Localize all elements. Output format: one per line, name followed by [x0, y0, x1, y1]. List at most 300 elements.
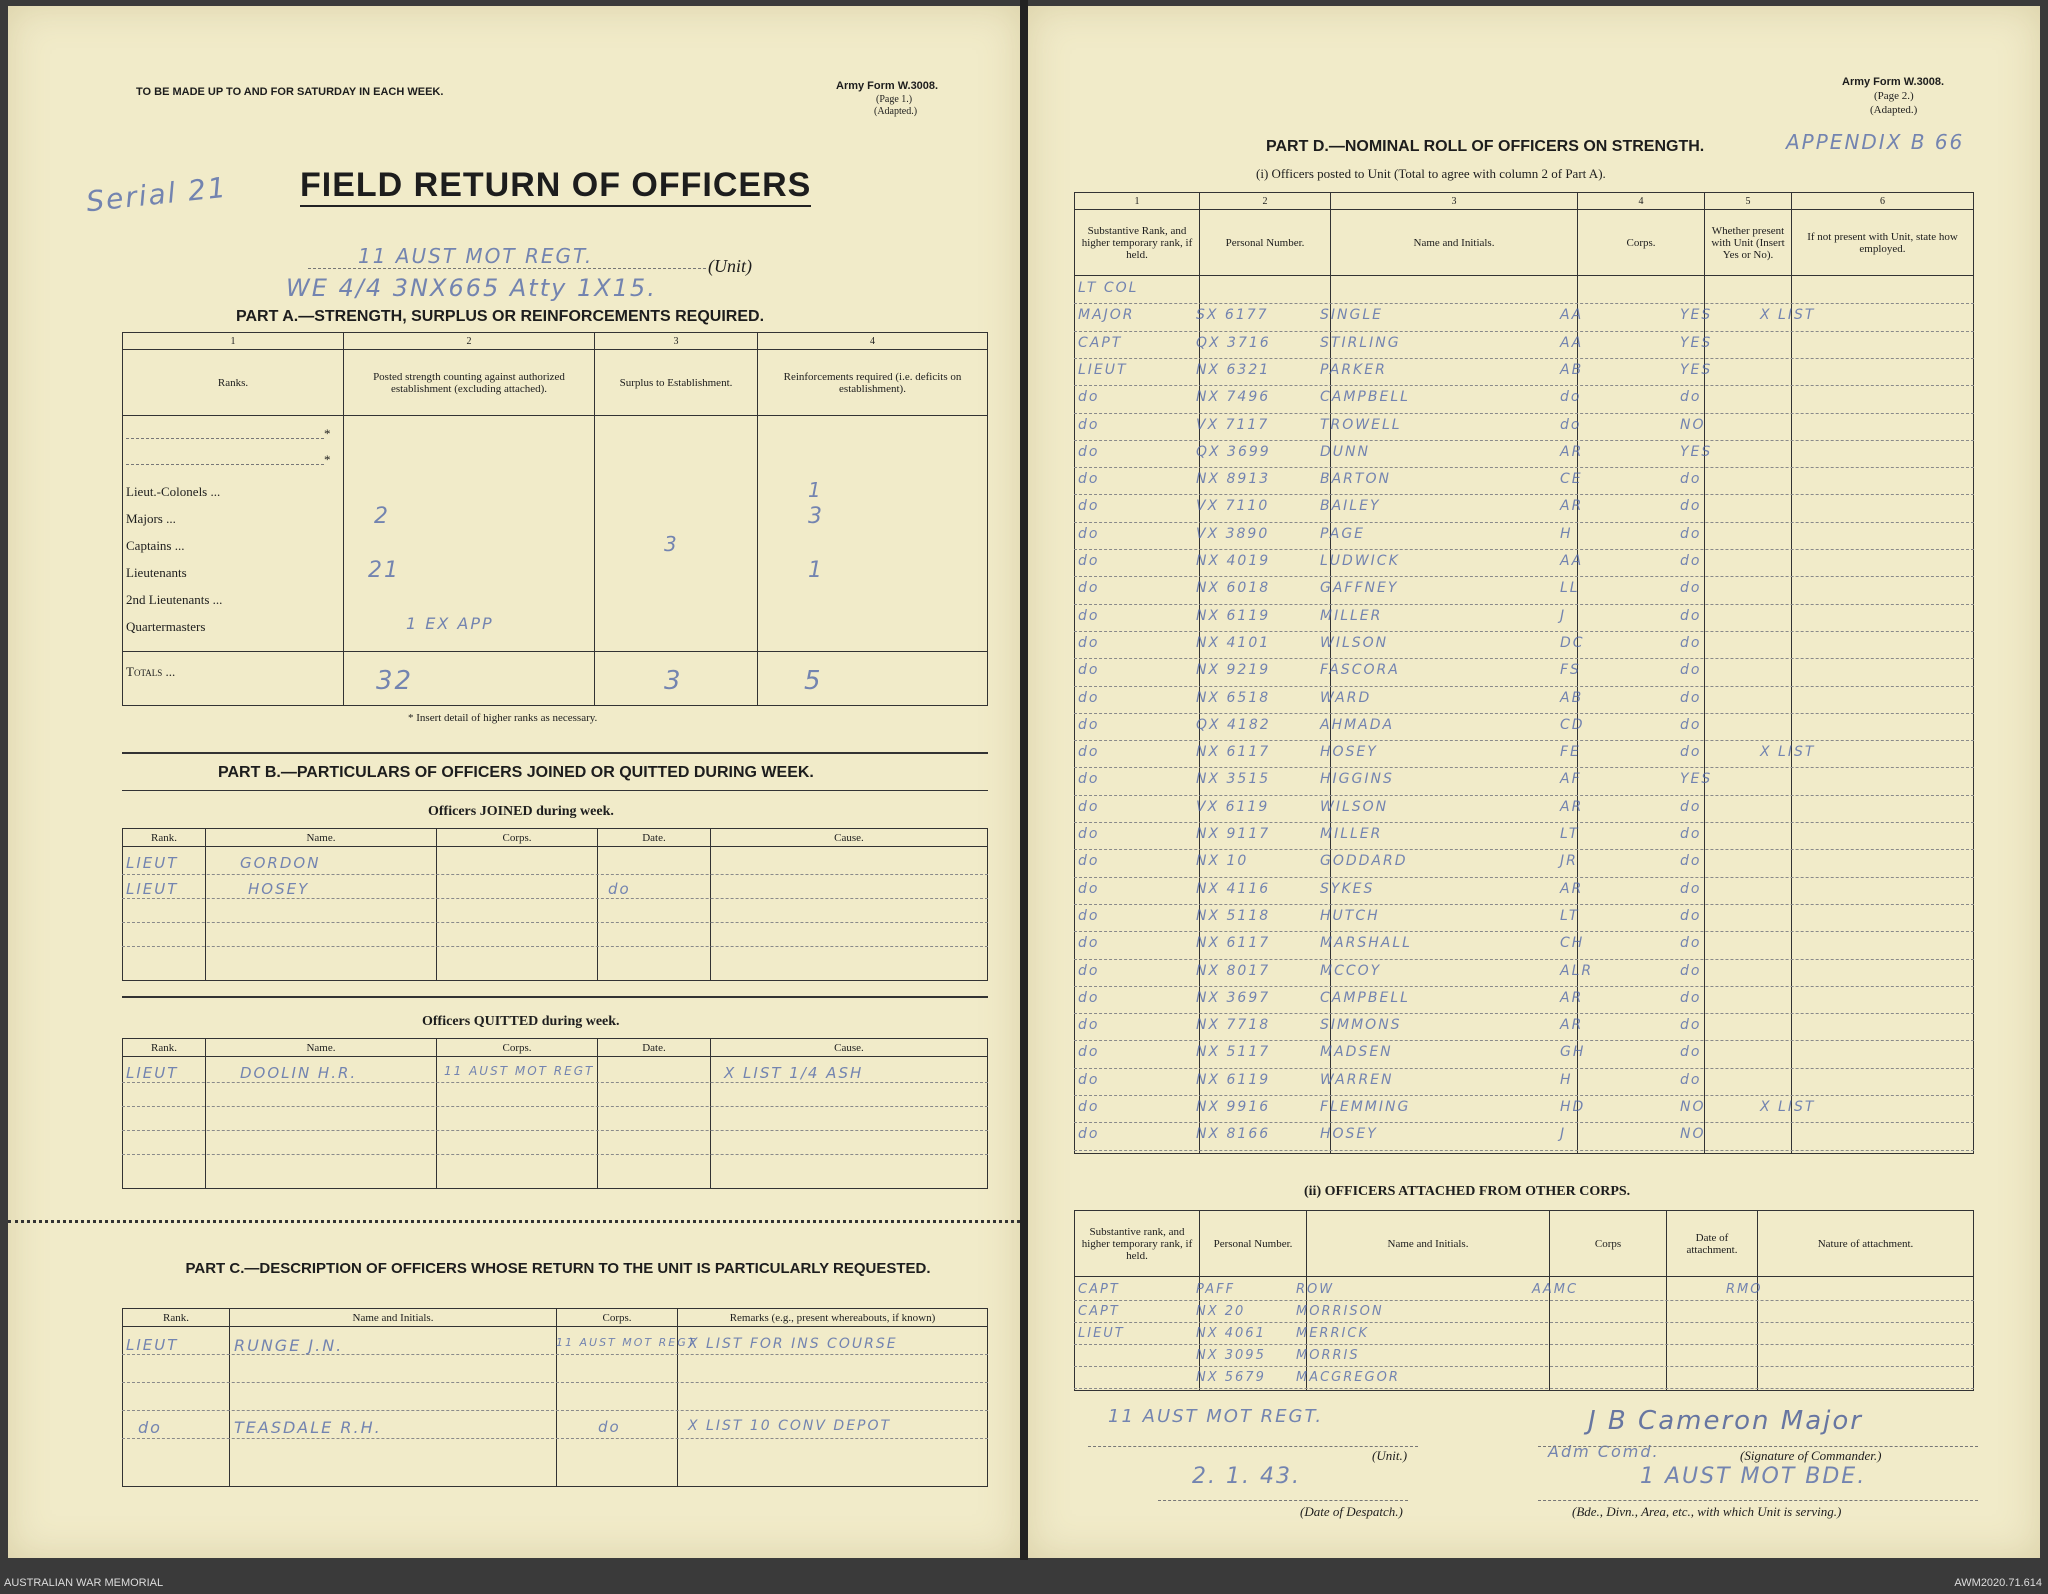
- roll-cell: do: [1078, 1071, 1100, 1088]
- roll-cell: do: [1078, 826, 1100, 842]
- part-c-heading: PART C.—DESCRIPTION OF OFFICERS WHOSE RETURN TO THE UNIT IS PARTICULARLY REQUESTED.: [185, 1260, 931, 1277]
- roll-cell: YES: [1680, 307, 1713, 324]
- part-c-col-name: Name and Initials.: [230, 1309, 557, 1327]
- roll-cell: do: [1680, 634, 1702, 651]
- part-a-footnote: * Insert detail of higher ranks as necessary.: [408, 712, 598, 724]
- roll-cell: do: [1078, 1099, 1100, 1115]
- joined-row-2-name: HOSEY: [248, 880, 310, 898]
- appendix-handwritten: APPENDIX B 66: [1786, 130, 1965, 154]
- attached-header-nature: Nature of attachment.: [1758, 1211, 1974, 1277]
- roll-cell: WILSON: [1320, 634, 1389, 651]
- roll-cell: YES: [1680, 361, 1713, 378]
- roll-cell: CE: [1560, 471, 1583, 488]
- roll-row-line: [1074, 331, 1974, 332]
- binding-gutter: [1020, 0, 1028, 1560]
- attached-header-date: Date of attachment.: [1667, 1211, 1758, 1277]
- roll-cell: X LIST: [1760, 744, 1816, 761]
- joined-row-1-rank: LIEUT: [126, 854, 179, 872]
- roll-cell: do: [1078, 389, 1100, 406]
- roll-cell: X LIST: [1760, 307, 1816, 324]
- roll-cell: do: [1078, 525, 1100, 542]
- posted-heading: (i) Officers posted to Unit (Total to agree with column 2 of Part A).: [1256, 166, 1606, 181]
- attached-cell: NX 3095: [1196, 1348, 1266, 1363]
- roll-cell: NX 8017: [1196, 962, 1271, 979]
- unit-label: (Unit): [708, 256, 752, 276]
- roll-cell: LIEUT: [1078, 361, 1128, 378]
- part-a-quartermasters-posted: 1 EX APP: [406, 614, 494, 633]
- roll-cell: do: [1680, 498, 1702, 515]
- roll-row-line: [1074, 795, 1974, 796]
- roll-cell: do: [1680, 798, 1702, 815]
- roll-row-line: [1074, 686, 1974, 687]
- rank-quartermasters: Quartermasters: [126, 619, 206, 634]
- roll-cell: YES: [1680, 334, 1713, 351]
- part-a-lieutenants-posted: 21: [368, 558, 400, 583]
- we-handwritten: WE 4/4 3NX665 Atty 1X15.: [286, 274, 657, 302]
- joined-row-2-date: do: [608, 880, 631, 898]
- roll-cell: QX 3716: [1196, 334, 1271, 351]
- roll-cell: do: [1680, 853, 1702, 870]
- roll-cell: NX 7496: [1196, 389, 1271, 406]
- roll-cell: NX 8166: [1196, 1126, 1271, 1143]
- roll-cell: AB: [1560, 689, 1584, 706]
- attached-cell: CAPT: [1078, 1304, 1120, 1319]
- roll-row-line: [1074, 740, 1974, 741]
- part-a-header-posted: Posted strength counting against authorized establishment (excluding attached).: [344, 350, 595, 416]
- quitted-row-1-name: DOOLIN H.R.: [240, 1064, 358, 1082]
- roll-cell: NX 9916: [1196, 1099, 1271, 1115]
- quitted-table: [122, 1038, 988, 1189]
- roll-cell: CH: [1560, 935, 1585, 952]
- roll-cell: FS: [1560, 662, 1581, 679]
- part-a-table: [122, 332, 988, 706]
- part-c-col-corps: Corps.: [557, 1309, 678, 1327]
- attached-header-name: Name and Initials.: [1307, 1211, 1550, 1277]
- roll-row-line: [1074, 713, 1974, 714]
- roll-cell: NX 3697: [1196, 989, 1271, 1006]
- part-a-header-reinforcements: Reinforcements required (i.e. deficits on establishment).: [758, 350, 988, 416]
- roll-cell: do: [1680, 580, 1702, 597]
- roll-cell: do: [1078, 416, 1100, 433]
- attached-cell: NX 20: [1196, 1304, 1246, 1319]
- roll-cell: AHMADA: [1320, 716, 1395, 733]
- roll-row-line: [1074, 959, 1974, 960]
- attached-cell: AAMC: [1532, 1282, 1579, 1297]
- roll-col-num-2: 2: [1200, 193, 1331, 210]
- roll-cell: QX 4182: [1196, 716, 1271, 733]
- roll-cell: do: [1078, 744, 1100, 761]
- quitted-row-1-rank: LIEUT: [126, 1064, 179, 1082]
- roll-cell: VX 6119: [1196, 798, 1270, 815]
- roll-cell: do: [1078, 962, 1100, 979]
- joined-col-date: Date.: [598, 829, 711, 847]
- roll-cell: do: [1680, 607, 1702, 624]
- attached-cell: MACGREGOR: [1296, 1370, 1400, 1385]
- roll-row-line: [1074, 877, 1974, 878]
- part-a-lieutenants-reinf: 1: [808, 558, 824, 583]
- roll-header-corps: Corps.: [1578, 210, 1705, 276]
- joined-col-rank: Rank.: [123, 829, 206, 847]
- roll-cell: do: [1078, 498, 1100, 515]
- attached-row-line: [1074, 1322, 1974, 1323]
- roll-cell: SINGLE: [1320, 307, 1383, 324]
- roll-cell: NX 3515: [1196, 771, 1271, 788]
- roll-cell: do: [1078, 880, 1100, 897]
- attached-heading: (ii) OFFICERS ATTACHED FROM OTHER CORPS.: [1304, 1184, 1631, 1199]
- roll-cell: AR: [1560, 443, 1584, 460]
- roll-row-line: [1074, 986, 1974, 987]
- roll-col-num-4: 4: [1578, 193, 1705, 210]
- part-a-majors-reinf: 3: [808, 504, 824, 529]
- roll-cell: do: [1078, 634, 1100, 651]
- date-handwritten: 2. 1. 43.: [1192, 1464, 1301, 1489]
- rank-captains: Captains ...: [126, 538, 185, 553]
- archive-footer: [0, 1574, 2048, 1594]
- roll-row-line: [1074, 549, 1974, 550]
- bde-label: (Bde., Divn., Area, etc., with which Unit is serving.): [1572, 1504, 1842, 1519]
- roll-row-line: [1074, 1068, 1974, 1069]
- rank-2nd-lieutenants: 2nd Lieutenants ...: [126, 592, 223, 607]
- part-c-row-1-rank: LIEUT: [126, 1336, 179, 1354]
- part-a-totals-reinf: 5: [804, 666, 823, 696]
- roll-row-line: [1074, 522, 1974, 523]
- roll-cell: do: [1680, 689, 1702, 706]
- roll-cell: AR: [1560, 1017, 1584, 1034]
- roll-cell: NO: [1680, 416, 1706, 433]
- roll-row-line: [1074, 1095, 1974, 1096]
- roll-cell: HIGGINS: [1320, 771, 1394, 788]
- roll-cell: NX 10: [1196, 853, 1249, 870]
- roll-cell: MARSHALL: [1320, 935, 1412, 952]
- roll-cell: TROWELL: [1320, 416, 1402, 433]
- attached-cell: NX 4061: [1196, 1326, 1266, 1341]
- roll-cell: JR: [1560, 853, 1578, 870]
- quitted-row-1-cause: X LIST 1/4 ASH: [724, 1064, 864, 1082]
- roll-cell: CAPT: [1078, 334, 1123, 351]
- attached-row-line: [1074, 1366, 1974, 1367]
- part-c-row-1-name: RUNGE J.N.: [234, 1336, 344, 1355]
- roll-row-line: [1074, 1013, 1974, 1014]
- roll-header-employment: If not present with Unit, state how employed.: [1792, 210, 1974, 276]
- roll-cell: VX 3890: [1196, 525, 1270, 542]
- part-a-col-num-3: 3: [595, 333, 758, 350]
- quitted-col-corps: Corps.: [437, 1039, 598, 1057]
- quitted-heading: Officers QUITTED during week.: [422, 1014, 620, 1029]
- footer-accession: AWM2020.71.614: [1954, 1577, 2042, 1589]
- roll-row-line: [1074, 576, 1974, 577]
- roll-cell: H: [1560, 525, 1573, 542]
- roll-cell: NX 7718: [1196, 1017, 1271, 1034]
- roll-cell: J: [1560, 1126, 1567, 1143]
- part-c-col-rank: Rank.: [123, 1309, 230, 1327]
- part-a-heading: PART A.—STRENGTH, SURPLUS OR REINFORCEMENTS REQUIRED.: [236, 308, 765, 325]
- commander-signature: J B Cameron Major: [1588, 1406, 1863, 1436]
- attached-cell: ROW: [1296, 1282, 1335, 1297]
- roll-cell: do: [1560, 389, 1582, 406]
- part-c-col-remarks: Remarks (e.g., present whereabouts, if known): [678, 1309, 988, 1327]
- roll-cell: do: [1680, 662, 1702, 679]
- roll-row-line: [1074, 413, 1974, 414]
- adapted-label-p2: (Adapted.): [1870, 104, 1918, 116]
- part-a-totals-surplus: 3: [664, 666, 683, 696]
- roll-header-name: Name and Initials.: [1331, 210, 1578, 276]
- rank-lt-colonels: Lieut.-Colonels ...: [126, 484, 221, 499]
- roll-col-num-1: 1: [1075, 193, 1200, 210]
- roll-cell: NX 6117: [1196, 935, 1271, 952]
- roll-cell: WILSON: [1320, 798, 1389, 815]
- roll-cell: AR: [1560, 498, 1584, 515]
- roll-cell: NX 4019: [1196, 553, 1271, 569]
- roll-cell: NX 6321: [1196, 361, 1271, 378]
- roll-cell: do: [1680, 935, 1702, 952]
- roll-cell: LT: [1560, 907, 1580, 924]
- roll-cell: SYKES: [1320, 880, 1375, 897]
- part-c-row-2-rank: do: [138, 1418, 162, 1437]
- roll-cell: AA: [1560, 553, 1584, 569]
- roll-cell: LT: [1560, 826, 1580, 842]
- roll-cell: do: [1078, 798, 1100, 815]
- roll-cell: CAMPBELL: [1320, 989, 1410, 1006]
- roll-cell: MILLER: [1320, 607, 1383, 624]
- roll-cell: do: [1078, 607, 1100, 624]
- roll-cell: LL: [1560, 580, 1580, 597]
- rank-totals: Totals ...: [126, 664, 176, 679]
- roll-cell: H: [1560, 1071, 1573, 1088]
- attached-row-line: [1074, 1300, 1974, 1301]
- perforation-line: [8, 1220, 1020, 1223]
- roll-row-line: [1074, 1150, 1974, 1151]
- joined-col-cause: Cause.: [711, 829, 988, 847]
- roll-cell: DC: [1560, 634, 1585, 651]
- roll-cell: do: [1078, 662, 1100, 679]
- attached-cell: RMO: [1726, 1282, 1763, 1297]
- part-c-row-2-name: TEASDALE R.H.: [234, 1418, 382, 1437]
- part-b-heading: PART B.—PARTICULARS OF OFFICERS JOINED OR QUITTED DURING WEEK.: [218, 764, 814, 781]
- roll-row-line: [1074, 658, 1974, 659]
- part-a-captains-surplus: 3: [664, 532, 679, 556]
- roll-cell: NX 6018: [1196, 580, 1271, 597]
- roll-cell: WARD: [1320, 689, 1372, 706]
- roll-cell: NX 6518: [1196, 689, 1271, 706]
- attached-header-rank: Substantive rank, and higher temporary rank, if held.: [1075, 1211, 1200, 1277]
- roll-cell: do: [1680, 880, 1702, 897]
- roll-cell: AR: [1560, 880, 1584, 897]
- roll-cell: do: [1680, 989, 1702, 1006]
- attached-header-corps: Corps: [1550, 1211, 1667, 1277]
- roll-cell: do: [1680, 1044, 1702, 1061]
- unit-handwritten: 11 AUST MOT REGT.: [358, 244, 594, 268]
- roll-cell: GODDARD: [1320, 853, 1408, 870]
- roll-cell: ALR: [1560, 962, 1594, 979]
- attached-header-number: Personal Number.: [1200, 1211, 1307, 1277]
- roll-cell: YES: [1680, 771, 1713, 788]
- roll-cell: NX 8913: [1196, 471, 1271, 488]
- part-c-row-2-corps: do: [598, 1418, 621, 1436]
- roll-cell: do: [1078, 716, 1100, 733]
- handwritten-serial: Serial 21: [84, 170, 230, 219]
- roll-cell: GAFFNEY: [1320, 580, 1399, 597]
- part-a-col-num-2: 2: [344, 333, 595, 350]
- roll-cell: BAILEY: [1320, 498, 1381, 515]
- roll-row-line: [1074, 385, 1974, 386]
- roll-cell: do: [1078, 1044, 1100, 1061]
- form-title: FIELD RETURN OF OFFICERS: [300, 166, 811, 207]
- roll-cell: do: [1078, 989, 1100, 1006]
- form-page-2: [1028, 6, 2040, 1558]
- roll-row-line: [1074, 358, 1974, 359]
- roll-cell: do: [1078, 580, 1100, 597]
- roll-cell: J: [1560, 607, 1567, 624]
- roll-cell: NX 4101: [1196, 634, 1271, 651]
- page-label: (Page 1.): [876, 94, 913, 105]
- part-d-heading: PART D.—NOMINAL ROLL OF OFFICERS ON STRENGTH.: [1266, 138, 1705, 155]
- roll-row-line: [1074, 494, 1974, 495]
- roll-cell: HD: [1560, 1099, 1586, 1115]
- roll-row-line: [1074, 604, 1974, 605]
- roll-col-num-3: 3: [1331, 193, 1578, 210]
- part-c-row-2-remarks: X LIST 10 CONV DEPOT: [688, 1418, 892, 1434]
- roll-cell: do: [1680, 744, 1702, 761]
- roll-header-rank: Substantive Rank, and higher temporary rank, if held.: [1075, 210, 1200, 276]
- joined-col-name: Name.: [206, 829, 437, 847]
- roll-cell: NX 6119: [1196, 1071, 1271, 1088]
- roll-row-line: [1074, 904, 1974, 905]
- roll-row-line: [1074, 931, 1974, 932]
- roll-cell: MCCOY: [1320, 962, 1382, 979]
- rank-lieutenants: Lieutenants: [126, 565, 187, 580]
- quitted-row-1-corps: 11 AUST MOT REGT: [444, 1064, 595, 1078]
- roll-cell: do: [1560, 416, 1582, 433]
- joined-heading: Officers JOINED during week.: [428, 804, 614, 819]
- roll-cell: VX 7110: [1196, 498, 1270, 515]
- unit-handwritten-p2: 11 AUST MOT REGT.: [1108, 1406, 1324, 1427]
- rank-majors: Majors ...: [126, 511, 176, 526]
- roll-cell: do: [1078, 689, 1100, 706]
- roll-cell: do: [1078, 471, 1100, 488]
- roll-cell: WARREN: [1320, 1071, 1394, 1088]
- roll-cell: HUTCH: [1320, 907, 1380, 924]
- roll-cell: NX 9117: [1196, 826, 1271, 842]
- roll-cell: do: [1078, 907, 1100, 924]
- roll-cell: do: [1680, 525, 1702, 542]
- roll-cell: BARTON: [1320, 471, 1391, 488]
- roll-cell: do: [1680, 389, 1702, 406]
- roll-cell: AA: [1560, 307, 1584, 324]
- roll-cell: AB: [1560, 361, 1584, 378]
- roll-cell: CD: [1560, 716, 1585, 733]
- instruction-text: TO BE MADE UP TO AND FOR SATURDAY IN EACH WEEK.: [136, 86, 444, 98]
- roll-cell: do: [1078, 771, 1100, 788]
- roll-cell: do: [1680, 1017, 1702, 1034]
- roll-col-num-5: 5: [1705, 193, 1792, 210]
- roll-row-line: [1074, 822, 1974, 823]
- roll-header-number: Personal Number.: [1200, 210, 1331, 276]
- roll-cell: LT COL: [1078, 280, 1139, 296]
- roll-row-line: [1074, 440, 1974, 441]
- part-a-col-num-1: 1: [123, 333, 344, 350]
- roll-cell: QX 3699: [1196, 443, 1271, 460]
- joined-table: [122, 828, 988, 981]
- roll-cell: FLEMMING: [1320, 1099, 1411, 1115]
- bde-handwritten: 1 AUST MOT BDE.: [1640, 1464, 1867, 1489]
- roll-cell: do: [1078, 935, 1100, 952]
- roll-cell: LUDWICK: [1320, 553, 1400, 569]
- quitted-col-date: Date.: [598, 1039, 711, 1057]
- part-a-majors-posted: 2: [374, 504, 390, 529]
- attached-cell: LIEUT: [1078, 1326, 1125, 1341]
- quitted-col-cause: Cause.: [711, 1039, 988, 1057]
- roll-cell: NX 5117: [1196, 1044, 1271, 1061]
- roll-row-line: [1074, 467, 1974, 468]
- roll-cell: SIMMONS: [1320, 1017, 1402, 1034]
- roll-row-line: [1074, 1122, 1974, 1123]
- roll-cell: PARKER: [1320, 361, 1387, 378]
- roll-cell: CAMPBELL: [1320, 389, 1410, 406]
- form-id-p2: Army Form W.3008.: [1842, 76, 1945, 88]
- roll-row-line: [1074, 631, 1974, 632]
- roll-cell: AR: [1560, 989, 1584, 1006]
- joined-row-1-name: GORDON: [240, 854, 321, 872]
- roll-cell: NO: [1680, 1099, 1706, 1115]
- roll-row-line: [1074, 1040, 1974, 1041]
- roll-col-num-6: 6: [1792, 193, 1974, 210]
- roll-header-present: Whether present with Unit (Insert Yes or No).: [1705, 210, 1792, 276]
- footer-institution: AUSTRALIAN WAR MEMORIAL: [4, 1577, 164, 1589]
- roll-cell: AF: [1560, 771, 1582, 788]
- part-a-header-surplus: Surplus to Establishment.: [595, 350, 758, 416]
- date-label: (Date of Despatch.): [1300, 1504, 1403, 1519]
- part-a-ltcol-reinf: 1: [808, 478, 823, 502]
- roll-cell: NX 5118: [1196, 907, 1271, 924]
- roll-cell: SX 6177: [1196, 307, 1269, 324]
- roll-cell: do: [1078, 553, 1100, 569]
- form-id: Army Form W.3008.: [836, 80, 939, 92]
- signature-sub: Adm Comd.: [1548, 1442, 1660, 1461]
- roll-cell: do: [1680, 553, 1702, 569]
- signature-label: (Signature of Commander.): [1740, 1448, 1882, 1463]
- roll-cell: NX 6117: [1196, 744, 1271, 761]
- roll-cell: FE: [1560, 744, 1581, 761]
- roll-cell: FASCORA: [1320, 662, 1400, 679]
- part-a-totals-posted: 32: [376, 666, 414, 696]
- roll-row-line: [1074, 767, 1974, 768]
- roll-cell: do: [1078, 1017, 1100, 1034]
- quitted-col-name: Name.: [206, 1039, 437, 1057]
- roll-cell: AA: [1560, 334, 1584, 351]
- roll-cell: X LIST: [1760, 1099, 1816, 1115]
- attached-cell: CAPT: [1078, 1282, 1120, 1297]
- roll-cell: do: [1078, 853, 1100, 870]
- roll-row-line: [1074, 849, 1974, 850]
- part-a-col-num-4: 4: [758, 333, 988, 350]
- attached-cell: MORRIS: [1296, 1348, 1360, 1363]
- roll-cell: MILLER: [1320, 826, 1383, 842]
- attached-row-line: [1074, 1388, 1974, 1389]
- unit-label-p2: (Unit.): [1372, 1448, 1408, 1463]
- attached-cell: MERRICK: [1296, 1326, 1369, 1341]
- joined-row-2-rank: LIEUT: [126, 880, 179, 898]
- part-c-row-1-corps: 11 AUST MOT REGT: [556, 1336, 697, 1349]
- form-page-1: TO BE MADE UP TO AND FOR SATURDAY IN EACH WEEK. Army Form W.3008. (Page 1.) (Adapted.) Serial 21 FIELD RETURN OF OFFICERS 11 AUST MOT REGT. (Unit) WE 4/4 3NX665 Atty 1X15. PART A.—STRENGTH, SURPLUS OR REINFORCEMENTS REQUIRED. 1 2 3 4 Ranks. Posted strength counting against authorized establishment (excluding attached). Surplus to Establishment. Reinforcements required (i.e. deficits on establishment). * * Lieut.-Colonels ... Majors ... Captains ... Lieutenants 2nd Lieutenants ... Quartermasters Totals ... 1 2 3 3 21 1 1 EX APP 32 3 5 * Insert detail of higher ranks as necessary. PART B.—PARTICULARS OF OFFICERS JOINED OR QUITTED DURING WEEK. Officers JOINED during week. Rank. Name. Corps. Date. Cause. LIEUT GORDON LIEUT HOSEY do Officers QUITTED during week. Rank. Name. Corps. Date. Cause. LIEUT DOOLIN H.R. 11 AUST MOT REGT X LIST 1/4 ASH PART C.—DESCRIPTION OF OFFICERS WHOSE RETURN TO THE UNIT IS PARTICULARLY REQUESTED. Rank. Name and Initials. Corps. Remarks (e.g., present whereabouts, if known) LIEUT RUNGE J.N. 11 AUST MOT REGT X LIST FOR INS COURSE do TEASDALE R.H. do X LIST 10 CONV DEPOT: [8, 6, 1020, 1558]
- roll-cell: NX 9219: [1196, 662, 1271, 679]
- part-a-header-ranks: Ranks.: [123, 350, 344, 416]
- roll-cell: STIRLING: [1320, 334, 1401, 351]
- attached-cell: NX 5679: [1196, 1370, 1266, 1385]
- roll-cell: do: [1078, 443, 1100, 460]
- roll-cell: do: [1680, 962, 1702, 979]
- adapted-label: (Adapted.): [874, 106, 918, 117]
- part-c-table: [122, 1308, 988, 1487]
